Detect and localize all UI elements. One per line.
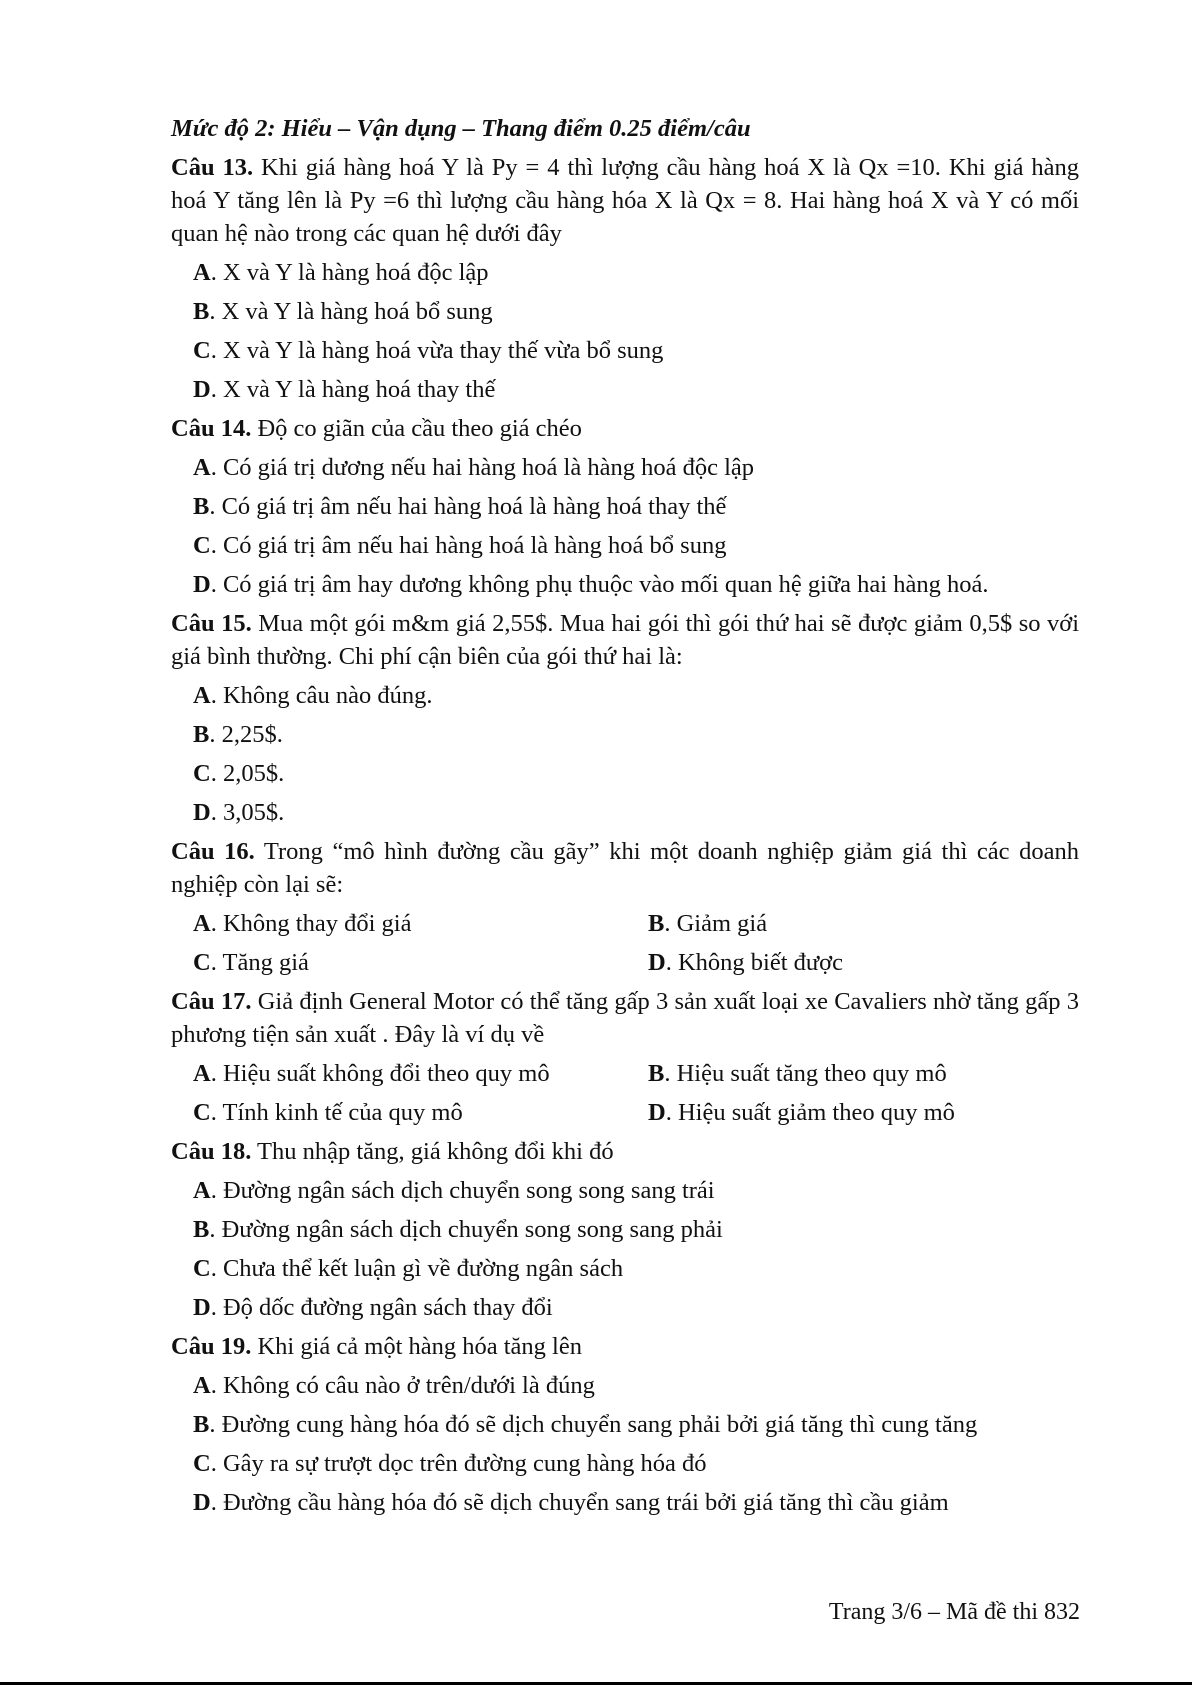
question-number: Câu 18. — [171, 1138, 252, 1165]
question-number: Câu 16. — [171, 838, 255, 865]
page-footer: Trang 3/6 – Mã đề thi 832 — [828, 1599, 1080, 1625]
option-d: D. 3,05$. — [193, 799, 285, 826]
question-18 — [171, 1135, 1079, 1324]
option-a: A. Không câu nào đúng. — [193, 682, 433, 709]
option-c: C. Gây ra sự trượt dọc trên đường cung hàng hóa đó — [193, 1450, 707, 1477]
option-b: B. Giảm giá — [648, 910, 768, 937]
question-17 — [171, 985, 1079, 1129]
option-a: A. X và Y là hàng hoá độc lập — [193, 259, 489, 286]
option-a: A. Không thay đổi giá — [193, 910, 412, 937]
question-stem: Mua một gói m&m giá 2,55$. Mua hai gói thì gói thứ hai sẽ được giảm 0,5$ so với giá bình thường. Chi phí cận biên của gói thứ hai là: — [171, 610, 1079, 670]
option-d: D. Đường cầu hàng hóa đó sẽ dịch chuyển sang trái bởi giá tăng thì cầu giảm — [193, 1489, 949, 1516]
question-stem: Trong “mô hình đường cầu gãy” khi một doanh nghiệp giảm giá thì các doanh nghiệp còn lại sẽ: — [171, 838, 1079, 898]
option-d: D. Không biết được — [648, 949, 843, 976]
question-stem: Khi giá cả một hàng hóa tăng lên — [257, 1333, 582, 1360]
option-c: C. Chưa thể kết luận gì về đường ngân sách — [193, 1255, 624, 1282]
option-b: B. Hiệu suất tăng theo quy mô — [648, 1060, 947, 1087]
option-d: D. Độ dốc đường ngân sách thay đổi — [193, 1294, 553, 1321]
option-a: A. Đường ngân sách dịch chuyển song song sang trái — [193, 1177, 715, 1204]
question-stem: Thu nhập tăng, giá không đổi khi đó — [257, 1138, 614, 1165]
exam-page — [171, 112, 1079, 1519]
option-b: B. 2,25$. — [193, 721, 283, 748]
question-13 — [171, 151, 1079, 406]
option-b: B. Đường cung hàng hóa đó sẽ dịch chuyển sang phải bởi giá tăng thì cung tăng — [193, 1411, 978, 1438]
option-a: A. Có giá trị dương nếu hai hàng hoá là hàng hoá độc lập — [193, 454, 755, 481]
option-d: D. X và Y là hàng hoá thay thế — [193, 376, 496, 403]
option-d: D. Có giá trị âm hay dương không phụ thuộc vào mối quan hệ giữa hai hàng hoá. — [193, 571, 989, 598]
option-b: B. X và Y là hàng hoá bổ sung — [193, 298, 493, 325]
option-c: C. 2,05$. — [193, 760, 285, 787]
question-stem: Giả định General Motor có thể tăng gấp 3 sản xuất loại xe Cavaliers nhờ tăng gấp 3 phương tiện sản xuất . Đây là ví dụ về — [171, 988, 1079, 1048]
question-number: Câu 14. — [171, 415, 252, 442]
option-c: C. Tính kinh tế của quy mô — [193, 1099, 463, 1126]
option-a: A. Không có câu nào ở trên/dưới là đúng — [193, 1372, 595, 1399]
option-b: B. Đường ngân sách dịch chuyển song song sang phải — [193, 1216, 723, 1243]
question-number: Câu 13. — [171, 154, 254, 181]
question-number: Câu 17. — [171, 988, 252, 1015]
option-d: D. Hiệu suất giảm theo quy mô — [648, 1099, 955, 1126]
question-number: Câu 15. — [171, 610, 252, 637]
section-title: Mức độ 2: Hiểu – Vận dụng – Thang điểm 0.25 điểm/câu — [171, 115, 751, 142]
option-b: B. Có giá trị âm nếu hai hàng hoá là hàng hoá thay thế — [193, 493, 727, 520]
option-c: C. Tăng giá — [193, 949, 309, 976]
question-stem: Độ co giãn của cầu theo giá chéo — [257, 415, 582, 442]
question-14 — [171, 412, 1079, 601]
question-15 — [171, 607, 1079, 829]
option-a: A. Hiệu suất không đổi theo quy mô — [193, 1060, 550, 1087]
question-19 — [171, 1330, 1079, 1519]
question-stem: Khi giá hàng hoá Y là Py = 4 thì lượng cầu hàng hoá X là Qx =10. Khi giá hàng hoá Y tăng lên là Py =6 thì lượng cầu hàng hóa X là Qx = 8. Hai hàng hoá X và Y có mối quan hệ nào trong các quan hệ dưới đây — [171, 154, 1079, 247]
option-c: C. X và Y là hàng hoá vừa thay thế vừa bổ sung — [193, 337, 664, 364]
question-number: Câu 19. — [171, 1333, 252, 1360]
option-c: C. Có giá trị âm nếu hai hàng hoá là hàng hoá bổ sung — [193, 532, 727, 559]
question-16 — [171, 835, 1079, 979]
